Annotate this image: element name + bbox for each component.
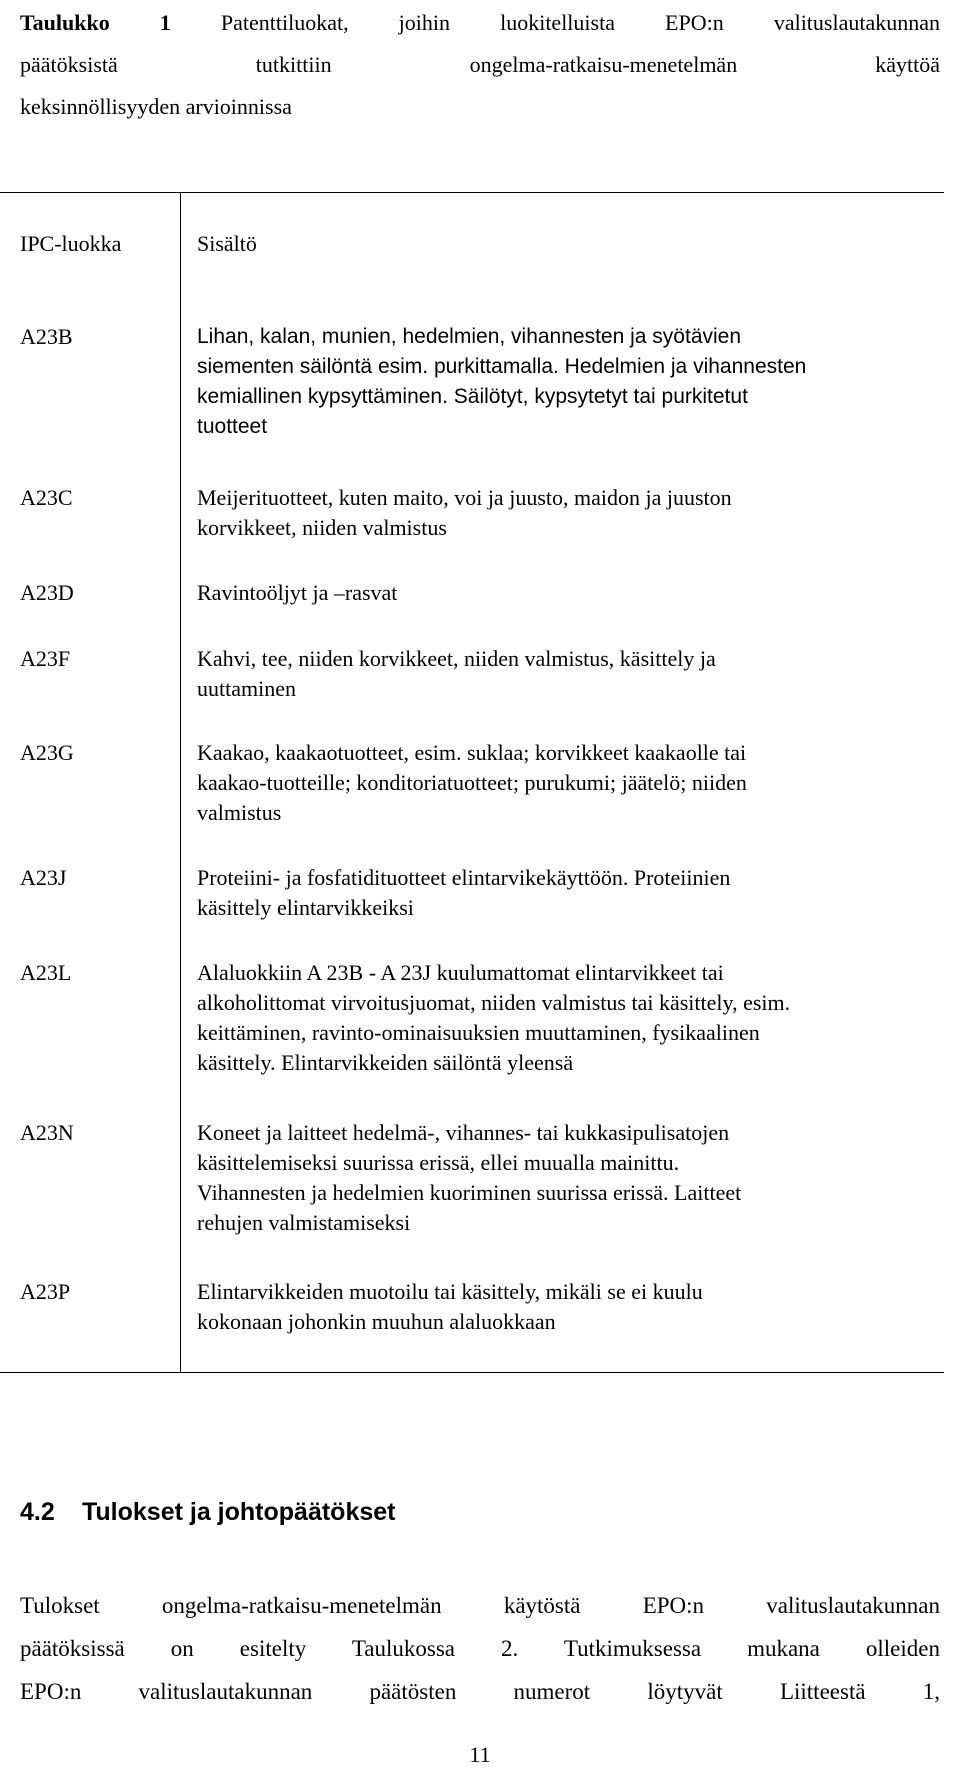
table-column-divider xyxy=(180,192,181,1372)
row-code-a23c: A23C xyxy=(20,485,73,510)
row-content-a23c: Meijerituotteet, kuten maito, voi ja juusto, maidon ja juuston korvikkeet, niiden valmistus xyxy=(197,485,732,540)
row-code-a23g: A23G xyxy=(20,740,74,765)
section-title: Tulokset ja johtopäätökset xyxy=(82,1498,396,1526)
row-code-a23j: A23J xyxy=(20,865,67,890)
paragraph-line-2: päätöksissä on esitelty Taulukossa 2. Tutkimuksessa mukana olleiden xyxy=(20,1636,940,1661)
row-content-a23p: Elintarvikkeiden muotoilu tai käsittely, mikäli se ei kuulu kokonaan johonkin muuhun alaluokkaan xyxy=(197,1279,703,1334)
row-code-a23n: A23N xyxy=(20,1120,74,1145)
row-content-a23d: Ravintoöljyt ja –rasvat xyxy=(197,580,398,605)
header-ipc-class: IPC-luokka xyxy=(20,231,122,256)
row-content-a23f: Kahvi, tee, niiden korvikkeet, niiden valmistus, käsittely ja uuttaminen xyxy=(197,646,716,701)
row-code-a23f: A23F xyxy=(20,646,71,671)
body-paragraph xyxy=(20,1584,940,1713)
row-code-a23b: A23B xyxy=(20,324,73,349)
row-code-a23p: A23P xyxy=(20,1279,71,1304)
row-content-a23n: Koneet ja laitteet hedelmä-, vihannes- tai kukkasipulisatojen käsittelemiseksi suurissa erissä, ellei muualla mainittu. Vihannesten ja hedelmien kuoriminen suurissa erissä. Laitteet rehujen valmistamiseksi xyxy=(197,1120,742,1235)
caption-label: Taulukko 1 xyxy=(20,10,171,35)
row-content-a23b: Lihan, kalan, munien, hedelmien, vihannesten ja syötävien siementen säilöntä esim. purkittamalla. Hedelmien ja vihannesten kemiallinen kypsyttäminen. Säilötyt, kypsytetyt tai purkitetut tuotteet xyxy=(197,325,807,438)
table-bottom-rule xyxy=(0,1372,944,1373)
paragraph-line-3: EPO:n valituslautakunnan päätösten numerot löytyvät Liitteestä 1, xyxy=(20,1679,940,1704)
section-heading xyxy=(20,1497,395,1527)
header-content: Sisältö xyxy=(197,231,257,256)
row-code-a23l: A23L xyxy=(20,960,72,985)
row-content-a23g: Kaakao, kaakaotuotteet, esim. suklaa; korvikkeet kaakaolle tai kaakao-tuotteille; konditoriatuotteet; purukumi; jäätelö; niiden valmistus xyxy=(197,740,747,825)
caption-line-1: Taulukko 1 Patenttiluokat, joihin luokitelluista EPO:n valituslautakunnan xyxy=(20,10,940,35)
caption-line-2: päätöksistä tutkittiin ongelma-ratkaisu-menetelmän käyttöä xyxy=(20,52,940,77)
paragraph-line-1: Tulokset ongelma-ratkaisu-menetelmän käytöstä EPO:n valituslautakunnan xyxy=(20,1593,940,1618)
caption-line-3: keksinnöllisyyden arvioinnissa xyxy=(20,94,292,119)
section-number: 4.2 xyxy=(20,1498,55,1526)
row-code-a23d: A23D xyxy=(20,580,74,605)
table-caption xyxy=(20,2,940,128)
page-number: 11 xyxy=(469,1742,491,1767)
row-content-a23j: Proteiini- ja fosfatidituotteet elintarvikekäyttöön. Proteiinien käsittely elintarvikkeiksi xyxy=(197,865,731,920)
table-top-rule xyxy=(0,192,944,193)
row-content-a23l: Alaluokkiin A 23B - A 23J kuulumattomat elintarvikkeet tai alkoholittomat virvoitusjuomat, niiden valmistus tai käsittely, esim. keittäminen, ravinto-ominaisuuksien muuttaminen, fysikaalinen käsittely. Elintarvikkeiden säilöntä yleensä xyxy=(197,960,791,1075)
